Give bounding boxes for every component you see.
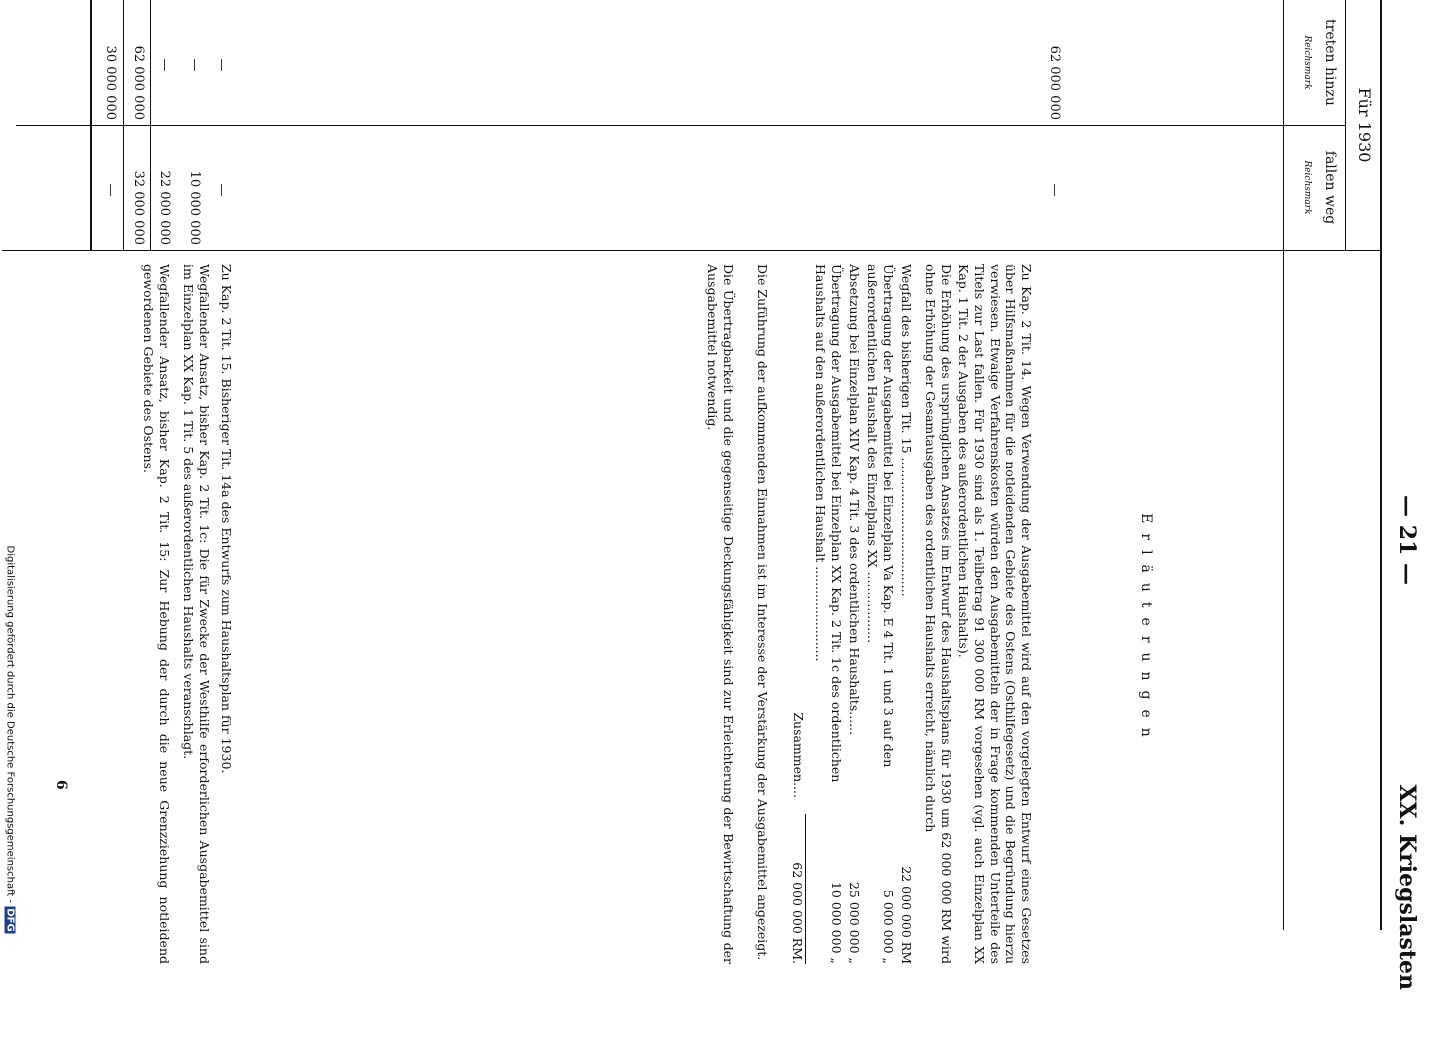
row4-remove: 22 000 000 [157, 170, 172, 245]
explanation-westhilfe: Wegfallender Ansatz, bisher Kap. 2 Tit. 1c: Die für Zwecke der Westhilfe erforderlichen Ausgabemittel sind im Einzelplan XX Kap. 1 Tit. 5 des außerordentlichen Haushalts veranschlagt. [181, 264, 212, 964]
item-row-2 [865, 264, 896, 964]
explanations-title: Erläuterungen [1138, 513, 1154, 747]
sum-add: 62 000 000 [131, 45, 146, 120]
row1-remove: — [1047, 183, 1062, 197]
item-row-3 [846, 264, 862, 964]
column-header-rule [1283, 0, 1284, 930]
digitization-note [5, 546, 16, 1046]
explanation-tit14: Zu Kap. 2 Tit. 14. Wegen Verwendung der Ausgabemittel wird auf den vorgelegten Entwurf eines Gesetzes über Hilfsmaßnahmen für die notleidenden Gebiete des Ostens (Osthilfegesetz) und die Begründung hierzu verwiesen. Etwaige Verfahrenskosten würden den Ausgabemitteln der in Frage kommenden Unterteile des Titels zur Last fallen. Für 1930 sind als 1. Teilbetrag 91 300 000 RM vorgesehen (vgl. auch Einzelplan XX Kap. 1 Tit. 2 der Ausgaben des außerordentlichen Haushalts). [956, 264, 1034, 964]
item-amount: 22 000 000 RM [899, 866, 914, 964]
total-row [789, 264, 806, 964]
row3-remove: 10 000 000 [187, 170, 202, 245]
amount-separator [16, 125, 1346, 126]
top-rule [1380, 0, 1382, 930]
page-number: — 21 — [1394, 495, 1420, 585]
net-rule [123, 0, 124, 250]
item-row-4 [813, 264, 844, 964]
net-remove: — [103, 183, 118, 197]
explanation-income: Die Zuführung der aufkommenden Einnahmen ist im Interesse der Verstärkung der Ausgabemittel angezeigt. [755, 264, 770, 961]
net-add: 30 000 000 [103, 45, 118, 120]
row1-add: 62 000 000 [1047, 45, 1062, 120]
row2-remove: — [214, 183, 229, 197]
item-label: Absetzung bei Einzelplan XIV Kap. 4 Tit. 3 des ordentlichen Haushalts...... [847, 264, 862, 736]
sum-rule [150, 0, 151, 250]
column-separator [2, 250, 1382, 251]
sum-remove: 32 000 000 [131, 170, 146, 245]
explanation-increase: Die Erhöhung des ursprünglichen Ansatzes im Entwurf des Haushaltsplans für 1930 um 62 000 000 RM wird ohne Erhöhung der Gesamtausgaben des ordentlichen Haushalts erreicht, nämlich durch [923, 264, 954, 964]
total-label: Zusammen.... [791, 712, 806, 798]
year-label: Für 1930 [1355, 87, 1374, 163]
col-remove-unit: Reichsmark [1302, 160, 1312, 215]
item-label: Übertragung der Ausgabemittel bei Einzelplan XX Kap. 2 Tit. 1c des ordentlichen Haushalts auf den außerordentlichen Haushalt ........................ [813, 264, 844, 783]
dfg-logo: DFG [4, 908, 16, 932]
total-amount: 62 000 000 RM. [789, 814, 806, 964]
signature-mark: 6 [53, 780, 69, 790]
col-add-label: treten hinzu [1322, 19, 1338, 106]
explanation-osten: Wegfallender Ansatz, bisher Kap. 2 Tit. 15: Zur Hebung der durch die neue Grenzziehung notleidend gewordenen Gebiete des Ostens. [141, 264, 172, 964]
col-add-unit: Reichsmark [1302, 35, 1312, 90]
item-label: Übertragung der Ausgabemittel bei Einzelplan Va Kap. E 4 Tit. 1 und 3 auf den außerordentlichen Haushalt des Einzelplans XX .................. [865, 264, 896, 768]
item-row-1 [898, 264, 914, 964]
explanation-transfer: Die Übertragbarkeit und die gegenseitige Deckungsfähigkeit sind zur Erleichterung der Bewirtschaftung der Ausgabemittel notwendig. [705, 264, 736, 964]
explanation-tit15: Zu Kap. 2 Tit. 15. Bisheriger Tit. 14a des Entwurfs zum Haushaltsplan für 1930. [219, 264, 234, 774]
table-bottom-rule [90, 0, 92, 250]
item-amount: 25 000 000 „ [847, 881, 862, 964]
item-label: Wegfall des bisherigen Tit. 15 ................................... [899, 264, 914, 597]
item-amount: 5 000 000 „ [881, 889, 896, 964]
digitization-text: Digitalisierung gefördert durch die Deutsche Forschungsgemeinschaft - [4, 545, 16, 904]
section-title: XX. Kriegslasten [1394, 784, 1420, 990]
col-remove-label: fallen weg [1322, 150, 1338, 225]
item-amount: 10 000 000 „ [829, 881, 844, 964]
row2-add: — [214, 58, 229, 72]
row4-add: — [157, 58, 172, 72]
row3-add: — [187, 58, 202, 72]
